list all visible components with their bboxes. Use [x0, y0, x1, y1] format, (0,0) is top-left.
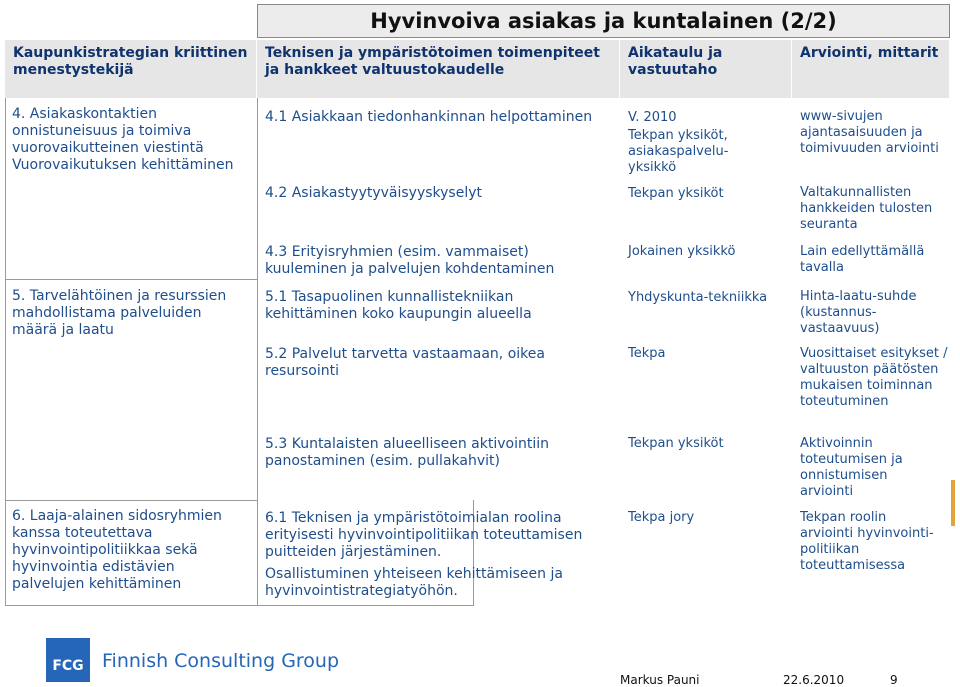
action-6-1-participation: Osallistuminen yhteiseen kehittämiseen ja hyvinvointistrategiatyöhön.: [265, 566, 563, 599]
schedule-4-1-year: V. 2010: [628, 110, 677, 125]
action-4-3: 4.3 Erityisryhmien (esim. vammaiset) kuuleminen ja palvelujen kohdentaminen: [265, 244, 555, 277]
action-4-2: 4.2 Asiakastyytyväisyyskyselyt: [265, 185, 482, 201]
evaluation-6-1: Tekpan roolin arviointi hyvinvointi-politiikan toteuttamisessa: [800, 510, 934, 573]
header-schedule: Aikataulu ja vastuutaho: [620, 40, 792, 98]
schedule-4-3: Jokainen yksikkö: [628, 244, 736, 259]
company-name: Finnish Consulting Group: [102, 650, 340, 672]
evaluation-5-1: Hinta-laatu-suhde (kustannus-vastaavuus): [800, 289, 917, 336]
header-evaluation: Arviointi, mittarit: [792, 40, 950, 98]
footer-author: Markus Pauni: [620, 673, 700, 687]
action-4-1: 4.1 Asiakkaan tiedonhankinnan helpottaminen: [265, 109, 593, 125]
evaluation-5-3: Aktivoinnin toteutumisen ja onnistumisen arviointi: [800, 436, 903, 499]
schedule-5-1: Yhdyskunta-tekniikka: [628, 290, 768, 305]
action-5-1: 5.1 Tasapuolinen kunnallistekniikan kehittäminen koko kaupungin alueella: [265, 289, 532, 322]
header-strategy: Kaupunkistrategian kriittinen menestystekijä: [5, 40, 257, 98]
action-5-2: 5.2 Palvelut tarvetta vastaamaan, oikea resursointi: [265, 346, 545, 379]
evaluation-4-3: Lain edellyttämällä tavalla: [800, 244, 925, 275]
logo-mark: FCG: [52, 658, 84, 674]
factor-4: 4. Asiakaskontaktien onnistuneisuus ja toimiva vuorovaikutteinen viestintä Vuorovaikutuksen kehittäminen: [12, 106, 234, 173]
evaluation-4-2: Valtakunnallisten hankkeiden tulosten seuranta: [800, 185, 933, 232]
factor-5: 5. Tarvelähtöinen ja resurssien mahdollistama palveluiden määrä ja laatu: [12, 288, 227, 338]
col-divider: [257, 98, 258, 606]
schedule-5-3: Tekpan yksiköt: [628, 436, 724, 451]
decorative-bar: [951, 480, 955, 526]
schedule-4-2: Tekpan yksiköt: [628, 186, 724, 201]
fcg-logo: [46, 638, 90, 682]
slide-title: Hyvinvoiva asiakas ja kuntalainen (2/2): [257, 4, 950, 38]
col-divider: [5, 98, 6, 606]
row-divider: [5, 279, 257, 280]
factor-6: 6. Laaja-alainen sidosryhmien kanssa toteutettava hyvinvointipolitiikkaa sekä hyvinvointia edistävien palvelujen kehittäminen: [12, 508, 222, 592]
footer-date: 22.6.2010: [783, 673, 845, 687]
row-divider: [257, 605, 474, 606]
evaluation-5-2: Vuosittaiset esitykset / valtuuston päätösten mukaisen toiminnan toteutuminen: [800, 346, 948, 409]
evaluation-4-1: www-sivujen ajantasaisuuden ja toimivuuden arviointi: [800, 109, 939, 156]
action-6-1: 6.1 Teknisen ja ympäristötoimialan roolina erityisesti hyvinvointipolitiikan toteuttamisen puitteiden järjestäminen.: [265, 510, 583, 560]
schedule-4-1: Tekpan yksiköt, asiakaspalvelu-yksikkö: [628, 128, 729, 175]
page-number: 9: [890, 673, 898, 687]
row-divider: [5, 605, 257, 606]
schedule-6-1: Tekpa jory: [628, 510, 695, 525]
schedule-5-2: Tekpa: [628, 346, 666, 361]
header-actions: Teknisen ja ympäristötoimen toimenpiteet ja hankkeet valtuustokaudelle: [257, 40, 620, 98]
action-5-3: 5.3 Kuntalaisten alueelliseen aktivointiin panostaminen (esim. pullakahvit): [265, 436, 549, 469]
row-divider: [5, 500, 257, 501]
